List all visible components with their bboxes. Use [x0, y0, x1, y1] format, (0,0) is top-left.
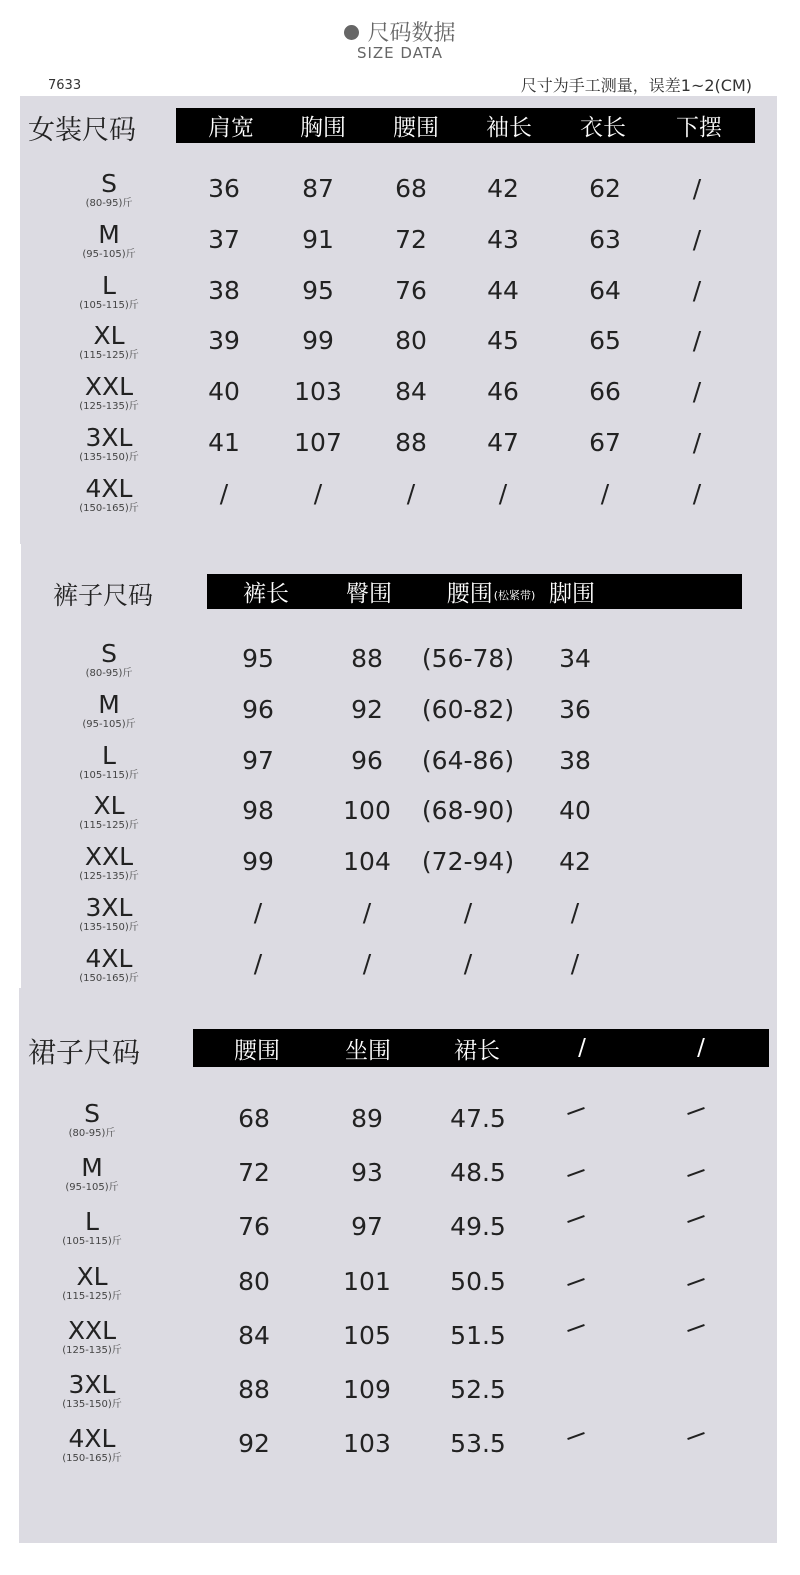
- top-value-cell: 41: [208, 428, 240, 457]
- header-subtitle: SIZE DATA: [356, 44, 444, 62]
- top-value-cell: 87: [302, 174, 334, 203]
- skirt-value-cell: 80: [238, 1266, 270, 1296]
- skirt-value-cell: 68: [238, 1104, 270, 1133]
- weight-range: (80-95)斤: [85, 198, 133, 209]
- top-value-cell: 80: [395, 326, 427, 356]
- pants-value-cell: 100: [343, 796, 391, 826]
- skirt-section-title: 裙子尺码: [28, 1036, 141, 1069]
- top-value-cell: 46: [487, 377, 519, 407]
- size-label: L: [85, 1207, 99, 1237]
- dash-mark: [687, 1432, 705, 1440]
- top-value-cell: 95: [302, 275, 334, 305]
- skirt-row: [0, 1263, 800, 1313]
- skirt-header-2: 裙长: [454, 1037, 500, 1064]
- skirt-row: [0, 1317, 800, 1367]
- skirt-size-cell: [69, 1100, 116, 1140]
- top-size-cell: [79, 322, 139, 362]
- skirt-row: [0, 1100, 800, 1150]
- size-label: 4XL: [68, 1424, 116, 1454]
- weight-range: (105-115)斤: [79, 299, 139, 311]
- pants-value-cell: /: [253, 898, 263, 927]
- pants-size-cell: [79, 945, 139, 985]
- dash-mark: [687, 1107, 705, 1115]
- pants-header-0: 裤长: [243, 581, 289, 607]
- top-value-cell: 47: [487, 428, 519, 457]
- top-value-cell: /: [692, 428, 702, 457]
- dash-mark: [687, 1169, 705, 1177]
- weight-range: (150-165)斤: [79, 972, 139, 984]
- pants-row: [0, 792, 800, 842]
- skirt-value-cell: 84: [238, 1320, 270, 1350]
- top-header-2: 腰围: [393, 115, 439, 141]
- top-value-cell: 103: [294, 377, 342, 407]
- top-row: [0, 170, 800, 220]
- skirt-value-cell: 47.5: [450, 1104, 506, 1133]
- top-value-cell: /: [692, 478, 702, 508]
- pants-waist-note: (松紧带): [493, 589, 536, 602]
- weight-range: (115-125)斤: [79, 820, 139, 832]
- weight-range: (150-165)斤: [62, 1453, 122, 1465]
- pants-value-cell: 40: [559, 796, 591, 826]
- top-value-cell: /: [600, 478, 610, 508]
- skirt-size-cell: [62, 1208, 122, 1248]
- skirt-value-cell: 97: [351, 1212, 383, 1242]
- dash-mark: [567, 1278, 585, 1286]
- top-value-cell: 91: [302, 224, 334, 254]
- top-value-cell: 40: [208, 377, 240, 407]
- pants-size-cell: [79, 742, 139, 782]
- skirt-size-cell: [62, 1371, 122, 1411]
- top-value-cell: 63: [589, 224, 621, 254]
- pants-value-cell: 92: [351, 694, 383, 724]
- top-value-cell: 84: [395, 377, 427, 407]
- pants-value-cell: /: [253, 948, 263, 978]
- weight-range: (125-135)斤: [62, 1344, 122, 1356]
- skirt-row: [0, 1154, 800, 1204]
- top-value-cell: 42: [487, 174, 519, 203]
- pants-value-cell: 42: [559, 847, 591, 877]
- size-label: XL: [76, 1261, 108, 1291]
- top-value-cell: 99: [302, 326, 334, 356]
- pants-size-cell: [86, 640, 133, 680]
- pants-size-cell: [79, 843, 139, 883]
- weight-range: (135-150)斤: [62, 1399, 122, 1410]
- weight-range: (105-115)斤: [62, 1236, 122, 1248]
- size-label: XL: [93, 791, 125, 821]
- top-header-5: 下摆: [676, 115, 722, 141]
- top-header-bar: [176, 108, 755, 143]
- size-label: S: [101, 169, 117, 198]
- top-value-cell: 36: [208, 174, 240, 203]
- top-value-cell: /: [406, 478, 416, 508]
- top-value-cell: 43: [487, 224, 519, 254]
- top-value-cell: 39: [208, 326, 240, 356]
- size-label: XXL: [84, 842, 134, 872]
- size-label: XXL: [84, 372, 134, 402]
- skirt-value-cell: 93: [351, 1158, 383, 1188]
- dash-mark: [687, 1324, 705, 1332]
- skirt-value-cell: 48.5: [450, 1158, 506, 1188]
- size-label: S: [84, 1099, 100, 1128]
- size-label: 3XL: [85, 423, 133, 452]
- top-value-cell: 37: [208, 224, 240, 254]
- top-value-cell: 45: [487, 326, 519, 356]
- weight-range: (105-115)斤: [79, 769, 139, 781]
- skirt-header-bar: [193, 1029, 769, 1067]
- top-value-cell: /: [498, 478, 508, 508]
- pants-row: [0, 640, 800, 690]
- pants-value-cell: 88: [351, 644, 383, 673]
- skirt-value-cell: 72: [238, 1158, 270, 1188]
- pants-value-cell: (56-78): [421, 644, 515, 673]
- skirt-value-cell: 109: [343, 1375, 391, 1404]
- top-header-0: 肩宽: [208, 115, 254, 141]
- top-header-1: 胸围: [300, 115, 346, 141]
- skirt-value-cell: 52.5: [450, 1375, 506, 1404]
- top-value-cell: 67: [589, 428, 621, 457]
- size-label: 3XL: [68, 1370, 116, 1399]
- dash-mark: [687, 1278, 705, 1286]
- top-value-cell: /: [692, 275, 702, 305]
- top-header-4: 衣长: [580, 115, 626, 141]
- top-value-cell: /: [692, 174, 702, 203]
- top-value-cell: /: [692, 326, 702, 356]
- header-title-text: 尺码数据: [367, 21, 456, 46]
- skirt-value-cell: 51.5: [450, 1320, 506, 1350]
- skirt-header-4: /: [697, 1035, 705, 1061]
- pants-value-cell: /: [463, 948, 473, 978]
- skirt-header-3: /: [578, 1035, 586, 1061]
- top-size-cell: [79, 475, 139, 515]
- top-size-cell: [82, 221, 135, 261]
- top-row: [0, 475, 800, 525]
- pants-header-2: 腰围 (松紧带): [446, 581, 536, 607]
- pants-size-cell: [79, 894, 139, 934]
- top-section-title: 女装尺码: [28, 115, 136, 146]
- size-label: L: [102, 270, 116, 300]
- dash-mark: [687, 1215, 705, 1223]
- header-title: [0, 16, 800, 47]
- weight-range: (95-105)斤: [65, 1182, 119, 1194]
- dash-mark: [567, 1215, 585, 1223]
- top-row: [0, 322, 800, 372]
- pants-value-cell: (68-90): [421, 796, 515, 826]
- pants-value-cell: 96: [351, 745, 383, 775]
- top-header-3: 袖长: [486, 115, 532, 141]
- skirt-value-cell: 89: [351, 1104, 383, 1133]
- skirt-size-cell: [62, 1317, 122, 1357]
- skirt-value-cell: 76: [238, 1212, 270, 1242]
- top-value-cell: /: [219, 478, 229, 508]
- weight-range: (125-135)斤: [79, 871, 139, 883]
- weight-range: (80-95)斤: [68, 1128, 116, 1139]
- pants-value-cell: /: [570, 898, 580, 927]
- weight-range: (135-150)斤: [79, 452, 139, 463]
- weight-range: (150-165)斤: [79, 502, 139, 514]
- pants-value-cell: (60-82): [421, 694, 515, 724]
- pants-row: [0, 843, 800, 893]
- top-value-cell: 65: [589, 326, 621, 356]
- skirt-header-1: 坐围: [345, 1037, 391, 1064]
- weight-range: (115-125)斤: [62, 1290, 122, 1302]
- dash-mark: [567, 1432, 585, 1440]
- weight-range: (95-105)斤: [82, 248, 136, 260]
- top-size-cell: [79, 373, 139, 413]
- skirt-value-cell: 88: [238, 1375, 270, 1404]
- top-value-cell: 76: [395, 275, 427, 305]
- top-value-cell: /: [692, 224, 702, 254]
- top-value-cell: 62: [589, 174, 621, 203]
- weight-range: (135-150)斤: [79, 922, 139, 933]
- top-value-cell: 66: [589, 377, 621, 407]
- skirt-header-0: 腰围: [234, 1037, 280, 1064]
- pants-value-cell: 36: [559, 694, 591, 724]
- top-value-cell: /: [692, 377, 702, 407]
- pants-value-cell: 38: [559, 745, 591, 775]
- pants-value-cell: /: [362, 898, 372, 927]
- pants-size-cell: [82, 691, 135, 731]
- top-value-cell: 64: [589, 275, 621, 305]
- pants-row: [0, 945, 800, 995]
- size-label: M: [81, 1153, 103, 1183]
- skirt-value-cell: 105: [343, 1320, 391, 1350]
- pants-row: [0, 742, 800, 792]
- dash-mark: [567, 1107, 585, 1115]
- top-row: [0, 424, 800, 474]
- weight-range: (125-135)斤: [79, 401, 139, 413]
- dash-mark: [567, 1324, 585, 1332]
- skirt-value-cell: 101: [343, 1266, 391, 1296]
- measurement-note: 尺寸为手工测量，误差1~2(CM): [520, 76, 752, 95]
- pants-size-cell: [79, 792, 139, 832]
- top-value-cell: 88: [395, 428, 427, 457]
- top-size-cell: [79, 424, 139, 464]
- pants-header-3: 脚围: [549, 581, 595, 607]
- skirt-size-cell: [62, 1425, 122, 1465]
- product-code: 7633: [48, 78, 82, 93]
- top-value-cell: 68: [395, 174, 427, 203]
- skirt-row: [0, 1208, 800, 1258]
- top-size-cell: [79, 272, 139, 312]
- pants-value-cell: /: [362, 948, 372, 978]
- skirt-row: [0, 1425, 800, 1475]
- top-value-cell: 38: [208, 275, 240, 305]
- pants-value-cell: 104: [343, 847, 391, 877]
- skirt-value-cell: 53.5: [450, 1429, 506, 1459]
- dash-mark: [567, 1169, 585, 1177]
- skirt-size-cell: [62, 1263, 122, 1303]
- pants-value-cell: /: [463, 898, 473, 927]
- pants-value-cell: 34: [559, 644, 591, 673]
- skirt-value-cell: 50.5: [450, 1266, 506, 1296]
- pants-value-cell: 96: [242, 694, 274, 724]
- top-value-cell: /: [313, 478, 323, 508]
- size-label: 4XL: [85, 473, 133, 503]
- pants-value-cell: (64-86): [421, 745, 515, 775]
- top-value-cell: 44: [487, 275, 519, 305]
- size-label: L: [102, 740, 116, 770]
- top-row: [0, 221, 800, 271]
- pants-row: [0, 894, 800, 944]
- size-label: 4XL: [85, 943, 133, 973]
- skirt-size-cell: [65, 1154, 118, 1194]
- top-value-cell: 107: [294, 428, 342, 457]
- size-label: 3XL: [85, 893, 133, 922]
- skirt-value-cell: 92: [238, 1429, 270, 1459]
- weight-range: (95-105)斤: [82, 718, 136, 730]
- top-row: [0, 272, 800, 322]
- pants-header-bar: [207, 574, 742, 609]
- size-label: M: [98, 689, 120, 719]
- size-label: M: [98, 219, 120, 249]
- top-row: [0, 373, 800, 423]
- size-label: XL: [93, 321, 125, 351]
- pants-value-cell: 98: [242, 796, 274, 826]
- pants-value-cell: 99: [242, 847, 274, 877]
- weight-range: (80-95)斤: [85, 668, 133, 679]
- pants-value-cell: 95: [242, 644, 274, 673]
- pants-header-1: 臀围: [346, 581, 392, 607]
- top-value-cell: 72: [395, 224, 427, 254]
- skirt-value-cell: 103: [343, 1429, 391, 1459]
- skirt-row: [0, 1371, 800, 1421]
- size-label: XXL: [67, 1315, 117, 1345]
- skirt-value-cell: 49.5: [450, 1212, 506, 1242]
- size-label: S: [101, 639, 117, 668]
- top-size-cell: [86, 170, 133, 210]
- bullet-dot-icon: [344, 25, 359, 40]
- pants-row: [0, 691, 800, 741]
- pants-value-cell: /: [570, 948, 580, 978]
- pants-value-cell: 97: [242, 745, 274, 775]
- pants-section-title: 裤子尺码: [53, 581, 154, 610]
- weight-range: (115-125)斤: [79, 350, 139, 362]
- pants-value-cell: (72-94): [421, 847, 515, 877]
